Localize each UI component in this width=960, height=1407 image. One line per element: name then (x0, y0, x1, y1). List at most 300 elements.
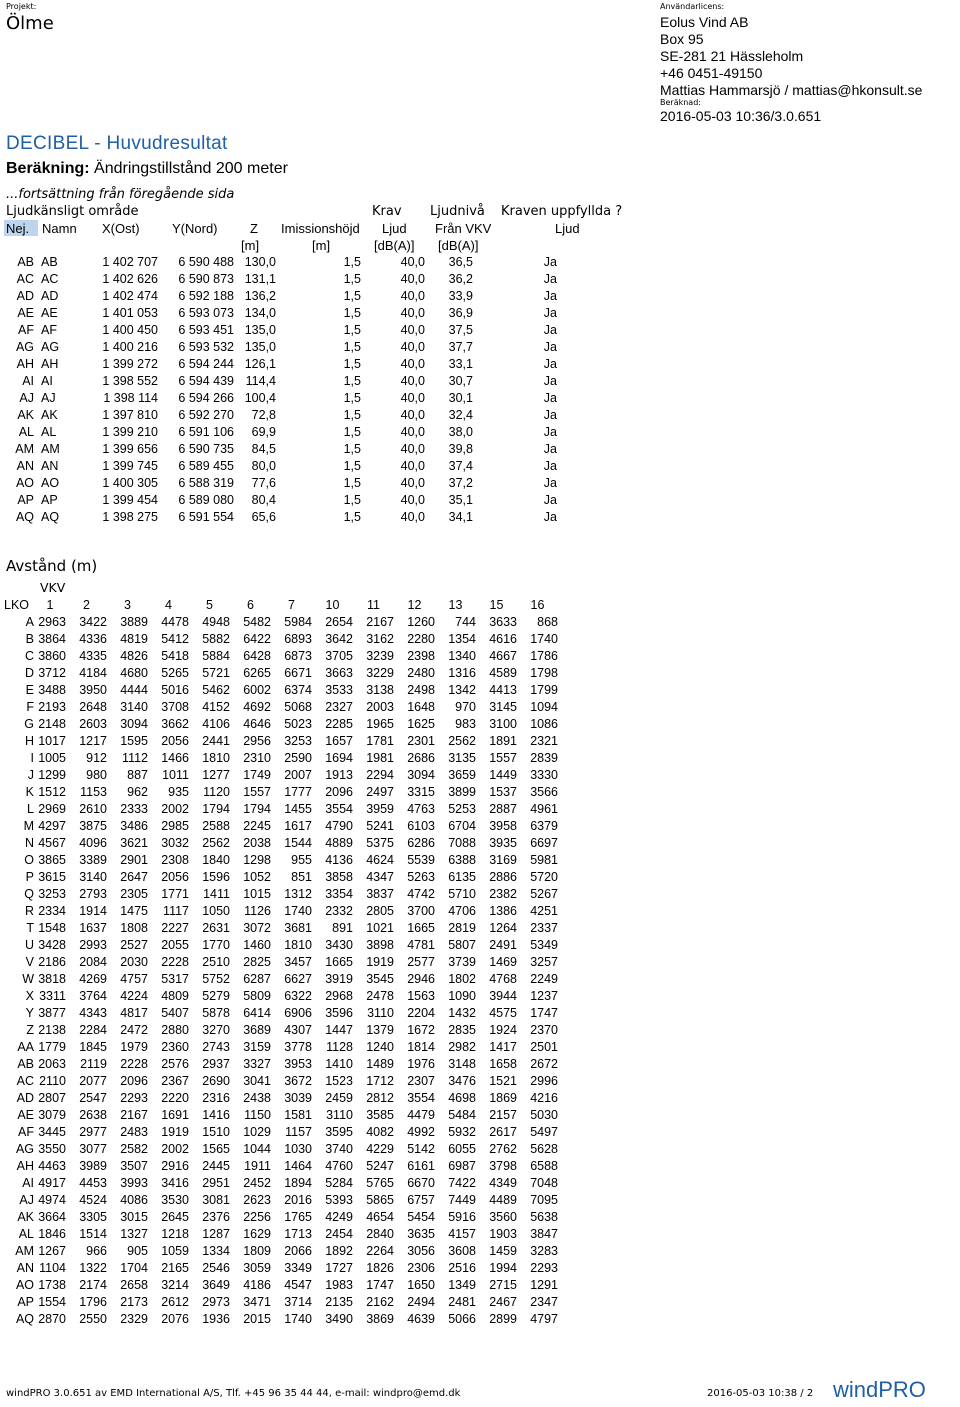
distance-title: Avstånd (m) (6, 557, 98, 575)
distance-row-label: H (24, 733, 34, 748)
distance-cell: 1094 (530, 699, 558, 714)
distance-cell: 2376 (202, 1209, 230, 1224)
distance-cell: 1727 (325, 1260, 353, 1275)
distance-cell: 3056 (407, 1243, 435, 1258)
table-row (0, 287, 575, 304)
table-cell: 33,1 (448, 356, 473, 371)
distance-cell: 2839 (530, 750, 558, 765)
table-cell: 131,1 (244, 271, 276, 286)
distance-cell: 3530 (161, 1192, 189, 1207)
calculation-label: Beräkning: (6, 160, 90, 177)
distance-cell: 1386 (489, 903, 517, 918)
distance-cell: 4186 (243, 1277, 271, 1292)
distance-row (4, 1225, 558, 1242)
windpro-logo: windPRO (833, 1377, 926, 1402)
distance-cell: 1523 (325, 1073, 353, 1088)
table-cell: 84,5 (251, 441, 276, 456)
distance-cell: 2165 (161, 1260, 189, 1275)
distance-row (4, 953, 558, 970)
distance-row-label: AO (15, 1277, 34, 1292)
table-cell: 1 399 272 (102, 356, 158, 371)
distance-cell: 4347 (366, 869, 394, 884)
distance-cell: 966 (86, 1243, 107, 1258)
table-cell: 77,6 (251, 475, 276, 490)
distance-cell: 6287 (243, 971, 271, 986)
distance-row-label: C (24, 648, 34, 663)
distance-cell: 3476 (448, 1073, 476, 1088)
distance-cell: 1410 (325, 1056, 353, 1071)
col-header-z: Z (250, 221, 258, 236)
table-cell: Ja (543, 509, 557, 524)
table-cell: AD (41, 288, 59, 303)
distance-cell: 4343 (79, 1005, 107, 1020)
distance-cell: 1052 (243, 869, 271, 884)
distance-row-label: AI (22, 1175, 34, 1190)
table-cell: 6 592 188 (178, 288, 234, 303)
distance-cell: 3253 (284, 733, 312, 748)
distance-cell: 2516 (448, 1260, 476, 1275)
distance-cell: 6286 (407, 835, 435, 850)
distance-cell: 3664 (38, 1209, 66, 1224)
distance-cell: 5066 (448, 1311, 476, 1326)
distance-cell: 5462 (202, 682, 230, 697)
table-cell: 6 593 451 (178, 322, 234, 337)
results-table (0, 253, 575, 525)
distance-cell: 3689 (243, 1022, 271, 1037)
distance-cell: 2329 (120, 1311, 148, 1326)
distance-cell: 1657 (325, 733, 353, 748)
distance-cell: 2969 (38, 801, 66, 816)
distance-cell: 6135 (448, 869, 476, 884)
distance-cell: 2316 (202, 1090, 230, 1105)
table-cell: 126,1 (244, 356, 276, 371)
table-cell: 1 400 450 (102, 322, 158, 337)
table-cell: 36,5 (448, 254, 473, 269)
distance-cell: 3708 (161, 699, 189, 714)
table-cell: 6 588 319 (178, 475, 234, 490)
distance-cell: 2870 (38, 1311, 66, 1326)
distance-row-label: AF (18, 1124, 34, 1139)
distance-cell: 2056 (161, 869, 189, 884)
distance-cell: 1799 (530, 682, 558, 697)
table-cell: 6 590 873 (178, 271, 234, 286)
distance-cell: 1658 (489, 1056, 517, 1071)
distance-cell: 3253 (38, 886, 66, 901)
distance-cell: 1316 (448, 665, 476, 680)
distance-cell: 4680 (120, 665, 148, 680)
distance-cell: 3257 (530, 954, 558, 969)
distance-cell: 2167 (120, 1107, 148, 1122)
distance-row (4, 766, 558, 783)
distance-cell: 2332 (325, 903, 353, 918)
distance-cell: 1237 (530, 988, 558, 1003)
distance-cell: 3145 (489, 699, 517, 714)
distance-cell: 4269 (79, 971, 107, 986)
table-cell: AD (16, 288, 34, 303)
distance-col-header: 3 (124, 597, 131, 612)
distance-cell: 1994 (489, 1260, 517, 1275)
distance-cell: 2494 (407, 1294, 435, 1309)
distance-cell: 3135 (448, 750, 476, 765)
distance-row-label: U (24, 937, 34, 952)
distance-cell: 1740 (284, 903, 312, 918)
distance-cell: 5016 (161, 682, 189, 697)
distance-col-header: 1 (46, 597, 54, 612)
table-cell: 37,7 (448, 339, 473, 354)
distance-cell: 2256 (243, 1209, 271, 1224)
distance-cell: 1128 (326, 1039, 353, 1054)
distance-cell: 5412 (161, 631, 189, 646)
address-line-1: Box 95 (660, 31, 704, 47)
distance-cell: 2063 (38, 1056, 66, 1071)
table-cell: 37,4 (448, 458, 473, 473)
distance-row-label: M (23, 818, 34, 833)
distance-cell: 4961 (530, 801, 558, 816)
distance-cell: 4917 (38, 1175, 66, 1190)
distance-cell: 1240 (366, 1039, 394, 1054)
distance-cell: 1260 (407, 614, 435, 629)
table-cell: 1 398 114 (103, 390, 158, 405)
distance-cell: 3315 (407, 784, 435, 799)
distance-cell: 2690 (202, 1073, 230, 1088)
distance-cell: 1595 (120, 733, 148, 748)
distance-cell: 3032 (161, 835, 189, 850)
distance-cell: 4453 (79, 1175, 107, 1190)
distance-cell: 6627 (284, 971, 312, 986)
distance-row-label: AL (18, 1226, 34, 1241)
table-cell: 40,0 (400, 271, 425, 286)
distance-col-header: 16 (530, 597, 545, 612)
distance-cell: 1892 (325, 1243, 353, 1258)
distance-cell: 4524 (79, 1192, 107, 1207)
distance-row-label: V (25, 954, 34, 969)
distance-cell: 6757 (407, 1192, 435, 1207)
distance-cell: 3635 (407, 1226, 435, 1241)
distance-cell: 2307 (407, 1073, 435, 1088)
distance-cell: 3079 (38, 1107, 66, 1122)
distance-cell: 1919 (161, 1124, 189, 1139)
distance-cell: 3714 (284, 1294, 312, 1309)
distance-cell: 2007 (284, 767, 312, 782)
distance-cell: 1672 (407, 1022, 435, 1037)
table-cell: 72,8 (251, 407, 276, 422)
distance-cell: 1379 (366, 1022, 394, 1037)
distance-cell: 2077 (79, 1073, 107, 1088)
project-label: Projekt: (6, 2, 37, 11)
distance-cell: 4639 (407, 1311, 435, 1326)
distance-cell: 1557 (243, 784, 271, 799)
distance-cell: 7088 (448, 835, 476, 850)
col-header-ljud-2: Ljud (555, 221, 580, 236)
distance-cell: 3159 (243, 1039, 271, 1054)
distance-cell: 3950 (79, 682, 107, 697)
distance-row (4, 1242, 558, 1259)
distance-cell: 1150 (244, 1107, 271, 1122)
distance-cell: 5628 (530, 1141, 558, 1156)
distance-cell: 2002 (161, 1141, 189, 1156)
table-cell: 6 589 455 (178, 458, 234, 473)
distance-row-label: L (27, 801, 34, 816)
distance-cell: 5393 (325, 1192, 353, 1207)
table-cell: AG (41, 339, 60, 354)
distance-col-header: 4 (165, 597, 172, 612)
distance-cell: 4768 (489, 971, 517, 986)
distance-cell: 5265 (161, 665, 189, 680)
distance-cell: 5418 (161, 648, 189, 663)
distance-cell: 1459 (489, 1243, 517, 1258)
distance-cell: 2459 (325, 1090, 353, 1105)
distance-cell: 5916 (448, 1209, 476, 1224)
distance-cell: 3490 (325, 1311, 353, 1326)
distance-cell: 1713 (284, 1226, 312, 1241)
distance-cell: 3015 (120, 1209, 148, 1224)
distance-cell: 2527 (120, 937, 148, 952)
group-header-kraven: Kraven uppfyllda ? (501, 204, 623, 219)
table-cell: 1 401 053 (102, 305, 158, 320)
col-header-nej: Nej. (6, 221, 30, 236)
distance-cell: 2968 (325, 988, 353, 1003)
distance-cell: 4948 (202, 614, 230, 629)
distance-cell: 4817 (120, 1005, 148, 1020)
distance-row-label: AG (15, 1141, 34, 1156)
distance-cell: 3869 (366, 1311, 394, 1326)
distance-cell: 6704 (448, 818, 476, 833)
distance-cell: 6103 (407, 818, 435, 833)
distance-cell: 3837 (366, 886, 394, 901)
distance-cell: 3148 (448, 1056, 476, 1071)
distance-row-label: AB (17, 1056, 34, 1071)
table-cell: AO (15, 475, 34, 490)
table-cell: AL (18, 424, 34, 439)
distance-cell: 1810 (284, 937, 312, 952)
distance-cell: 5317 (161, 971, 189, 986)
distance-cell: 5539 (407, 852, 435, 867)
distance-cell: 2174 (79, 1277, 107, 1292)
distance-row-label: AN (16, 1260, 34, 1275)
distance-cell: 1808 (120, 920, 148, 935)
distance-cell: 1312 (284, 886, 312, 901)
distance-cell: 3898 (366, 937, 394, 952)
table-cell: 1,5 (343, 288, 361, 303)
distance-cell: 1936 (202, 1311, 230, 1326)
distance-cell: 4184 (79, 665, 107, 680)
distance-row-label: Q (24, 886, 34, 901)
distance-cell: 3488 (38, 682, 66, 697)
table-cell: 6 590 488 (178, 254, 234, 269)
distance-cell: 5984 (284, 614, 312, 629)
table-cell: 40,0 (400, 390, 425, 405)
distance-cell: 5765 (366, 1175, 394, 1190)
distance-cell: 2916 (161, 1158, 189, 1173)
distance-cell: 1417 (489, 1039, 517, 1054)
distance-row (4, 749, 558, 766)
table-cell: 37,2 (448, 475, 473, 490)
distance-cell: 1786 (530, 648, 558, 663)
table-cell: Ja (543, 339, 557, 354)
table-row (0, 304, 575, 321)
table-cell: 33,9 (448, 288, 473, 303)
distance-row (4, 1106, 558, 1123)
table-cell: 1,5 (343, 390, 361, 405)
distance-cell: 6374 (284, 682, 312, 697)
distance-cell: 4463 (38, 1158, 66, 1173)
distance-cell: 3681 (284, 920, 312, 935)
distance-col-header: 2 (83, 597, 90, 612)
distance-cell: 3110 (367, 1005, 394, 1020)
distance-cell: 3059 (243, 1260, 271, 1275)
distance-cell: 2204 (407, 1005, 435, 1020)
distance-cell: 3739 (448, 954, 476, 969)
distance-cell: 2880 (161, 1022, 189, 1037)
distance-cell: 5752 (202, 971, 230, 986)
distance-cell: 1648 (407, 699, 435, 714)
distance-cell: 1771 (161, 886, 189, 901)
distance-cell: 3566 (530, 784, 558, 799)
distance-cell: 2937 (202, 1056, 230, 1071)
distance-cell: 1460 (243, 937, 271, 952)
distance-header-row (4, 596, 558, 613)
distance-col-header: 10 (325, 597, 340, 612)
distance-cell: 1810 (202, 750, 230, 765)
distance-row-label: AD (16, 1090, 34, 1105)
distance-cell: 5407 (161, 1005, 189, 1020)
distance-cell: 5484 (448, 1107, 476, 1122)
distance-cell: 3959 (366, 801, 394, 816)
distance-cell: 2472 (120, 1022, 148, 1037)
distance-cell: 1512 (38, 784, 66, 799)
distance-cell: 4152 (202, 699, 230, 714)
distance-cell: 5981 (530, 852, 558, 867)
distance-cell: 2056 (161, 733, 189, 748)
distance-row (4, 970, 558, 987)
table-cell: AJ (19, 390, 34, 405)
distance-cell: 6322 (284, 988, 312, 1003)
table-cell: AK (41, 407, 58, 422)
distance-cell: 4106 (202, 716, 230, 731)
distance-cell: 3140 (120, 699, 148, 714)
table-cell: 136,2 (244, 288, 276, 303)
distance-cell: 2612 (161, 1294, 189, 1309)
table-cell: AJ (41, 390, 56, 405)
distance-cell: 2398 (407, 648, 435, 663)
distance-row-label: AK (17, 1209, 34, 1224)
distance-cell: 4349 (489, 1175, 517, 1190)
distance-cell: 3989 (79, 1158, 107, 1173)
distance-cell: 3422 (79, 614, 107, 629)
vkv-label: VKV (40, 580, 66, 595)
table-cell: 1,5 (343, 373, 361, 388)
table-cell: 1,5 (343, 254, 361, 269)
distance-cell: 2110 (39, 1073, 66, 1088)
table-cell: AQ (41, 509, 60, 524)
distance-cell: 2899 (489, 1311, 517, 1326)
distance-cell: 3818 (38, 971, 66, 986)
distance-cell: 2438 (243, 1090, 271, 1105)
distance-cell: 1554 (38, 1294, 66, 1309)
table-cell: 1 399 210 (102, 424, 158, 439)
distance-cell: 1914 (79, 903, 107, 918)
distance-cell: 2481 (448, 1294, 476, 1309)
distance-cell: 6055 (448, 1141, 476, 1156)
distance-cell: 983 (455, 716, 476, 731)
table-cell: 40,0 (400, 356, 425, 371)
distance-cell: 6873 (284, 648, 312, 663)
table-cell: 40,0 (400, 424, 425, 439)
distance-cell: 2015 (243, 1311, 271, 1326)
distance-row-label: AM (15, 1243, 34, 1258)
distance-cell: 3944 (489, 988, 517, 1003)
distance-cell: 5638 (530, 1209, 558, 1224)
distance-cell: 1704 (120, 1260, 148, 1275)
distance-row-label: AE (17, 1107, 34, 1122)
col-header-imission: Imissionshöjd (281, 221, 360, 236)
table-row (0, 406, 575, 423)
distance-cell: 4335 (79, 648, 107, 663)
distance-cell: 2993 (79, 937, 107, 952)
distance-cell: 3162 (366, 631, 394, 646)
distance-cell: 3585 (366, 1107, 394, 1122)
distance-cell: 3169 (489, 852, 517, 867)
distance-cell: 1090 (448, 988, 476, 1003)
distance-cell: 1464 (284, 1158, 312, 1173)
distance-cell: 1983 (325, 1277, 353, 1292)
distance-cell: 4698 (448, 1090, 476, 1105)
distance-cell: 891 (332, 920, 353, 935)
distance-cell: 3430 (325, 937, 353, 952)
table-row (0, 508, 575, 525)
distance-row (4, 885, 558, 902)
distance-row (4, 1055, 558, 1072)
distance-cell: 2138 (38, 1022, 66, 1037)
distance-cell: 2654 (325, 614, 353, 629)
table-cell: 1,5 (343, 492, 361, 507)
table-row (0, 457, 575, 474)
distance-row-label: Y (25, 1005, 34, 1020)
distance-row (4, 732, 558, 749)
table-cell: 40,0 (400, 475, 425, 490)
distance-cell: 3740 (325, 1141, 353, 1156)
distance-cell: 2762 (489, 1141, 517, 1156)
distance-cell: 2603 (79, 716, 107, 731)
distance-cell: 2498 (407, 682, 435, 697)
distance-row (4, 851, 558, 868)
distance-cell: 2030 (120, 954, 148, 969)
distance-cell: 3486 (120, 818, 148, 833)
table-cell: 40,0 (400, 509, 425, 524)
distance-cell: 2305 (120, 886, 148, 901)
distance-cell: 3077 (79, 1141, 107, 1156)
table-cell: 135,0 (244, 339, 276, 354)
distance-cell: 1846 (38, 1226, 66, 1241)
table-cell: AI (41, 373, 53, 388)
distance-cell: 3311 (39, 988, 66, 1003)
distance-row (4, 936, 558, 953)
distance-cell: 3330 (530, 767, 558, 782)
distance-cell: 2119 (80, 1056, 107, 1071)
distance-cell: 2582 (120, 1141, 148, 1156)
distance-cell: 1475 (120, 903, 148, 918)
distance-row (4, 868, 558, 885)
distance-cell: 2327 (325, 699, 353, 714)
distance-cell: 4763 (407, 801, 435, 816)
distance-cell: 1432 (448, 1005, 476, 1020)
distance-cell: 2284 (79, 1022, 107, 1037)
distance-cell: 2280 (407, 631, 435, 646)
distance-cell: 1455 (284, 801, 312, 816)
table-cell: Ja (543, 288, 557, 303)
distance-cell: 2186 (38, 954, 66, 969)
distance-cell: 1765 (284, 1209, 312, 1224)
